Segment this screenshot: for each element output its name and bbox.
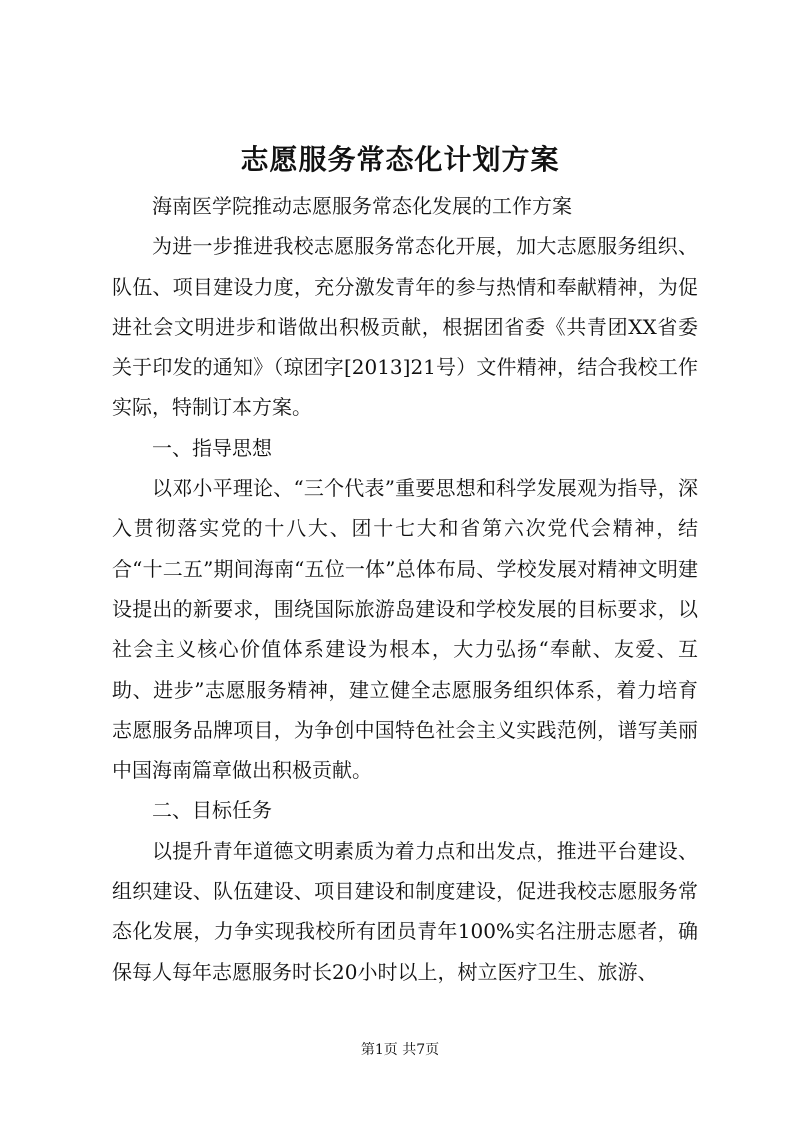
subtitle: 海南医学院推动志愿服务常态化发展的工作方案	[152, 194, 572, 218]
document-body	[112, 186, 698, 992]
goals-tasks-paragraph: 以提升青年道德文明素质为着力点和出发点，推进平台建设、组织建设、队伍建设、项目建设和制度建设，促进我校志愿服务常态化发展，力争实现我校所有团员青年100%实名注册志愿者，确保每人每年志愿服务时长20小时以上，树立医疗卫生、旅游、	[112, 838, 698, 984]
section-heading-guiding-ideology: 一、指导思想	[152, 435, 272, 460]
guiding-ideology-paragraph: 以邓小平理论、“三个代表”重要思想和科学发展观为指导，深入贯彻落实党的十八大、团十七大和省第六次党代会精神，结合“十二五”期间海南“五位一体”总体布局、学校发展对精神文明建设提出的新要求，围绕国际旅游岛建设和学校发展的目标要求，以社会主义核心价值体系建设为根本，大力弘扬“奉献、友爱、互助、进步”志愿服务精神，建立健全志愿服务组织体系，着力培育志愿服务品牌项目，为争创中国特色社会主义实践范例，谱写美丽中国海南篇章做出积极贡献。	[112, 476, 698, 783]
page-title: 志愿服务常态化计划方案	[240, 143, 560, 176]
page-footer: 第1页 共7页	[360, 1042, 440, 1058]
section-heading-goals-tasks: 二、目标任务	[152, 798, 272, 823]
intro-paragraph: 为进一步推进我校志愿服务常态化开展，加大志愿服务组织、队伍、项目建设力度，充分激发青年的参与热情和奉献精神，为促进社会文明进步和谐做出积极贡献，根据团省委《共青团XX省委关于印发的通知》（琼团字[2013]21号）文件精神，结合我校工作实际，特制订本方案。	[112, 234, 698, 420]
